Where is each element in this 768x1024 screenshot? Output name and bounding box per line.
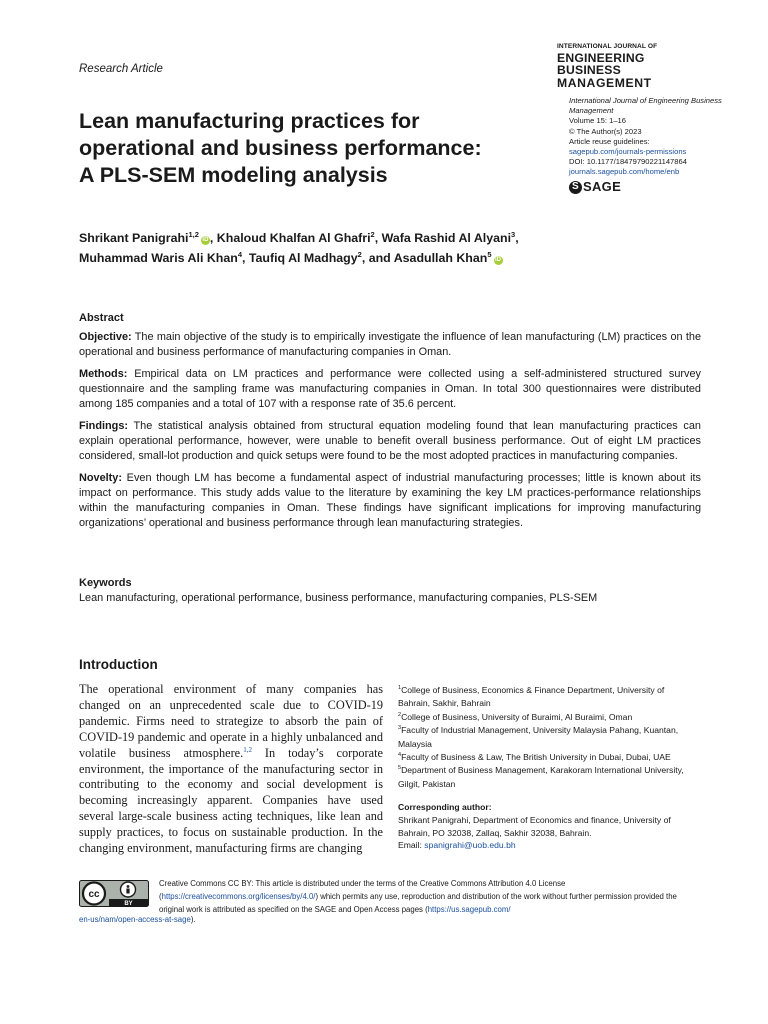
journal-logo-line1: INTERNATIONAL JOURNAL OF (557, 43, 658, 50)
journal-link[interactable]: journals.sagepub.com/home/enb (569, 167, 680, 177)
objective-text: The main objective of the study is to empirically investigate the influence of lean manufacturing (LM) practices on the operational and business performance of manufacturing companies in Oman. (79, 331, 701, 358)
cc-by-badge-icon[interactable] (79, 880, 149, 907)
abstract-section (79, 311, 701, 538)
abstract-objective (79, 330, 701, 360)
author-separator: , (515, 231, 519, 245)
author-affil-ref: 4 (237, 249, 242, 259)
reuse-label: Article reuse guidelines: (569, 136, 650, 146)
affiliation-text: Faculty of Industrial Management, University Malaysia Pahang, Kuantan, Malaysia (398, 725, 679, 749)
affiliation-number: 1 (398, 685, 402, 692)
doi: DOI: 10.1177/18479790221147864 (569, 157, 687, 167)
affiliation-number: 2 (398, 711, 402, 718)
methods-text: Empirical data on LM practices and performance were collected using a self-administered structured survey questionnaire and the sampling frame was manufacturing companies in Oman. In total 300 questionnaires were distributed among 185 companies and a total of 107 with a response rate of 35.6 percent. (79, 368, 701, 410)
methods-label: Methods: (79, 368, 128, 380)
volume: Volume 15: 1–16 (569, 116, 626, 126)
affiliation (398, 751, 698, 764)
orcid-icon[interactable]: iD (495, 257, 502, 263)
license-text-3: ). (190, 915, 196, 924)
introduction-heading: Introduction (79, 657, 158, 672)
corresponding-email-row (398, 839, 698, 852)
affiliation (398, 764, 698, 791)
license-text-tail (79, 914, 701, 926)
sage-wordmark: SAGE (583, 179, 622, 195)
author-name: Muhammad Waris Ali Khan (79, 251, 238, 265)
affiliation (398, 711, 698, 724)
affiliation-number: 5 (398, 765, 402, 772)
cc-symbol: cc (88, 889, 100, 900)
affiliation-text: Faculty of Business & Law, The British University in Dubai, Dubai, UAE (401, 752, 671, 763)
affiliation-number: 3 (398, 725, 402, 732)
keywords-text: Lean manufacturing, operational performance, business performance, manufacturing companies, PLS-SEM (79, 592, 598, 604)
abstract-findings (79, 419, 701, 464)
affiliations (398, 684, 698, 791)
license-text (159, 877, 701, 916)
email-label: Email: (398, 840, 425, 851)
author-affil-ref: 2 (370, 229, 375, 239)
email-link[interactable]: spanigrahi@uob.edu.bh (424, 840, 516, 851)
affiliation (398, 684, 698, 711)
license-text-1: Creative Commons CC BY: This article is distributed under the terms of the Creative Commons Attribution 4.0 License ( (159, 879, 566, 901)
copyright: © The Author(s) 2023 (569, 126, 642, 136)
abstract-heading: Abstract (79, 312, 124, 324)
intro-text-part2: In today’s corporate environment, the importance of the manufacturing sector in contributing to the economy and social development is becoming increasingly apparent. Companies have used several large-scale business acting techniques, like lean and supply practices, to focus on sustainable production. In the changing environment, manufacturing firms are changing (79, 745, 383, 856)
author-affil-ref: 5 (487, 249, 492, 259)
reuse-link[interactable]: sagepub.com/journals-permissions (569, 147, 687, 157)
license-text-2: ) which permits any use, reproduction and distribution of the work without further permission provided the original work is attributed as specified on the SAGE and Open Access pages ( (159, 892, 677, 914)
article-meta (569, 96, 729, 194)
affiliation (398, 724, 698, 751)
orcid-icon[interactable]: iD (202, 237, 209, 243)
journal-logo-line2: ENGINEERING BUSINESS (557, 50, 645, 77)
objective-label: Objective: (79, 331, 132, 343)
corresponding-author (398, 801, 698, 852)
author-affil-ref: 3 (511, 229, 516, 239)
corresponding-text: Shrikant Panigrahi, Department of Economics and finance, University of Bahrain, PO 32038, Zallaq, Sakhir 32038, Bahrain. (398, 814, 671, 838)
affiliation-text: Department of Business Management, Karakoram International University, Gilgit, Pakistan (398, 765, 684, 789)
journal-logo (557, 44, 707, 89)
article-type: Research Article (79, 63, 163, 75)
findings-label: Findings: (79, 420, 128, 432)
novelty-text: Even though LM has become a fundamental aspect of industrial manufacturing processes; little is known about its impact on performance. This study adds value to the literature by examining the key LM practices-performance relationships within the manufacturing companies in Oman. These findings have significant implications for improving manufacturing organizations’ operational and business performance through lean manufacturing strategies. (79, 472, 701, 529)
abstract-methods (79, 367, 701, 412)
findings-text: The statistical analysis obtained from structural equation modeling found that lean manufacturing practices can explain operational performance, however, were unable to benefit overall business performance. Out of eight LM practices considered, small-lot production and quick setups were found to be the most adopted practices in manufacturing companies. (79, 420, 701, 462)
abstract-novelty (79, 471, 701, 531)
open-access-link-cont[interactable]: en-us/nam/open-access-at-sage (79, 915, 191, 924)
author-affil-ref: 2 (357, 249, 362, 259)
corresponding-label: Corresponding author: (398, 802, 492, 812)
author-name: , Taufiq Al Madhagy (241, 251, 358, 265)
by-label: BY (124, 901, 133, 907)
title-line-2: operational and business performance: (79, 136, 482, 160)
citation-link[interactable]: 1,2 (243, 745, 252, 754)
author-name: , and Asadullah Khan (361, 251, 488, 265)
person-body (126, 889, 129, 894)
person-head (127, 885, 130, 888)
title-line-1: Lean manufacturing practices for (79, 109, 420, 133)
introduction-text (79, 682, 383, 857)
affiliation-number: 4 (398, 752, 402, 759)
author-affil-ref: 1,2 (188, 229, 199, 239)
journal-logo-line3: MANAGEMENT (557, 76, 652, 90)
novelty-label: Novelty: (79, 472, 122, 484)
author-name: , Wafa Rashid Al Alyani (374, 231, 512, 245)
open-access-link[interactable]: https://us.sagepub.com/ (427, 905, 511, 914)
author-name: Shrikant Panigrahi (79, 231, 189, 245)
article-title (79, 108, 539, 189)
intro-text-part1: The operational environment of many companies has changed on an unprecedented scale due to COVID-19 pandemic. Firms need to strategize to absorb the pain of COVID-19 pandemic and operate in a highly unbalanced and volatile business atmosphere. (79, 682, 383, 760)
title-line-3: A PLS-SEM modeling analysis (79, 163, 388, 187)
license-link[interactable]: https://creativecommons.org/licenses/by/4.0/ (161, 892, 316, 901)
keywords-section (79, 576, 701, 606)
keywords-heading: Keywords (79, 577, 132, 589)
affiliation-text: College of Business, Economics & Finance Department, University of Bahrain, Sakhir, Bahrain (398, 685, 665, 709)
affiliation-text: College of Business, University of Buraimi, Al Buraimi, Oman (401, 711, 633, 722)
journal-name: International Journal of Engineering Business Management (569, 96, 722, 116)
author-list (79, 228, 699, 268)
sage-s-icon: S (569, 181, 582, 194)
sage-logo (569, 181, 729, 194)
author-name: , Khaloud Khalfan Al Ghafri (209, 231, 371, 245)
